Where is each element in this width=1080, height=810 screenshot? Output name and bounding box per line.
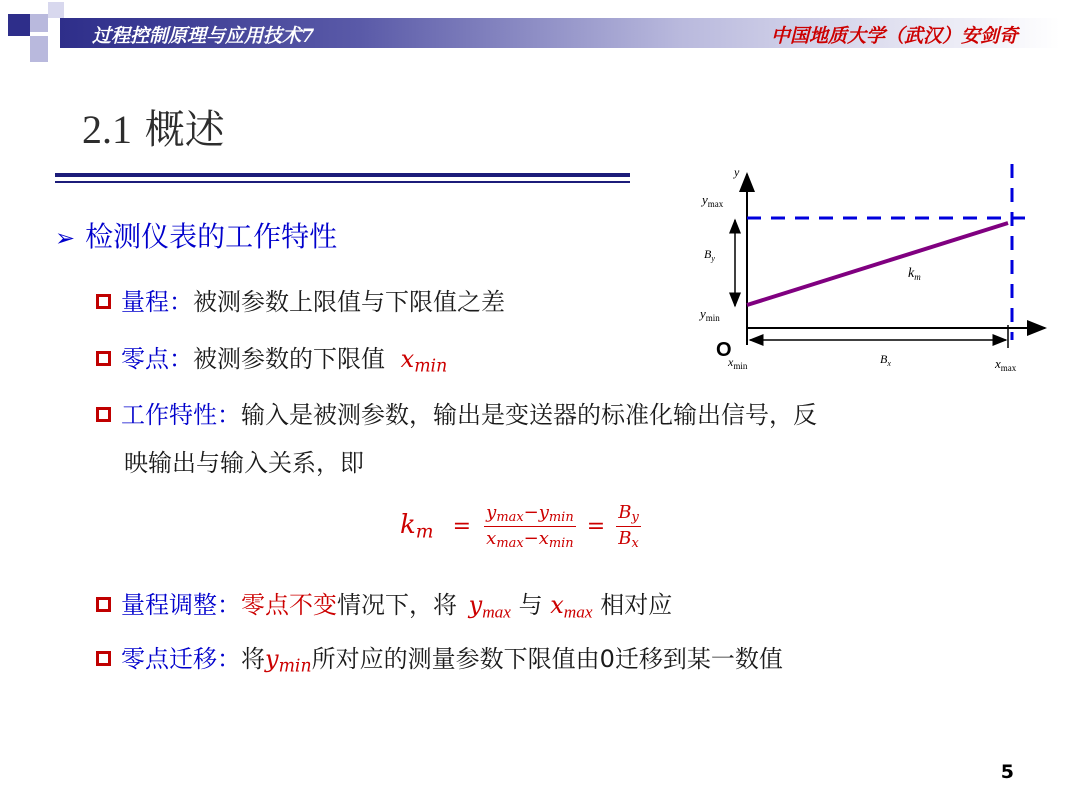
minus-2: − xyxy=(523,528,539,550)
author-name: 中国地质大学（武汉）安剑奇 xyxy=(770,25,1018,47)
item-zero-shift xyxy=(96,639,783,676)
checkbox-bullet-icon xyxy=(96,597,111,612)
formula-denominator-2 xyxy=(616,527,641,551)
item-range-adjust-desc2: 相对应 xyxy=(600,591,673,619)
checkbox-bullet-icon xyxy=(96,407,111,422)
bd: B xyxy=(618,528,632,550)
item-range-adjust xyxy=(96,585,672,622)
d1: x xyxy=(486,528,497,550)
item-characteristic-colon: ： xyxy=(217,401,241,429)
formula-fraction-2 xyxy=(616,502,641,551)
x-max-label: $x_{max}$ xyxy=(995,356,1017,373)
course-title: 过程控制原理与应用技术7 xyxy=(92,25,315,47)
formula-lhs-var: k xyxy=(400,510,416,541)
header-square-2 xyxy=(30,14,48,32)
formula-fraction-1 xyxy=(484,502,576,551)
n1s: max xyxy=(496,510,524,526)
formula-lhs-sub: m xyxy=(415,522,434,544)
formula-numerator-1 xyxy=(484,502,576,527)
item-range-adjust-desc1: 情况下，将 xyxy=(337,591,457,619)
minus-1: − xyxy=(523,502,539,523)
math-var: x xyxy=(400,345,415,373)
item-zero-math xyxy=(400,345,448,377)
math-sub: min xyxy=(414,356,448,377)
origin-label: O xyxy=(716,339,732,361)
x-min-label: $x_{min}$ xyxy=(728,355,748,371)
item-range-desc: 被测参数上限值与下限值之差 xyxy=(193,288,505,316)
n2s: min xyxy=(548,510,574,526)
item-zero-shift-term: 零点迁移 xyxy=(121,645,217,673)
item-characteristic-line2: 映输出与输入关系，即 xyxy=(124,449,364,477)
item-characteristic-term: 工作特性 xyxy=(121,401,217,429)
item-range-term: 量程 xyxy=(121,288,169,316)
item-zero-colon: ： xyxy=(169,345,193,373)
item-zero xyxy=(96,339,447,376)
zvs: min xyxy=(278,656,312,677)
item-zero-shift-var xyxy=(265,645,312,677)
formula-equals-1: = xyxy=(452,514,472,540)
title-underline-thin xyxy=(55,181,630,183)
slide-title-number: 2.1 xyxy=(82,107,132,152)
bn: B xyxy=(618,502,632,523)
checkbox-bullet-icon xyxy=(96,351,111,366)
item-range-adjust-colon: ： xyxy=(217,591,241,619)
v2s: max xyxy=(563,602,593,622)
formula-numerator-2 xyxy=(616,502,641,527)
formula-lhs xyxy=(400,510,434,544)
checkbox-bullet-icon xyxy=(96,651,111,666)
n1: y xyxy=(486,502,497,523)
item-characteristic-desc1: 输入是被测参数，输出是变送器的标准化输出信号，反 xyxy=(241,401,817,429)
section-heading-text: 检测仪表的工作特性 xyxy=(85,220,338,253)
header-square-4 xyxy=(48,2,64,18)
item-range xyxy=(96,282,505,317)
n2: y xyxy=(538,502,549,523)
formula-denominator-1 xyxy=(484,527,576,551)
by-label: $B_y$ xyxy=(704,247,715,263)
section-heading xyxy=(55,215,337,255)
bns: y xyxy=(631,510,639,526)
page-number: 5 xyxy=(1000,761,1014,783)
item-range-adjust-mid: 与 xyxy=(518,591,543,619)
bds: x xyxy=(631,536,639,552)
header-square-3 xyxy=(30,36,48,62)
km-label: $k_m$ xyxy=(908,266,921,282)
item-zero-shift-colon: ： xyxy=(217,645,241,673)
characteristic-graph xyxy=(690,160,1050,380)
y-max-label: $y_{max}$ xyxy=(702,192,724,209)
item-zero-term: 零点 xyxy=(121,345,169,373)
title-underline-thick xyxy=(55,173,630,177)
item-range-adjust-var2 xyxy=(550,591,593,622)
y-min-label: $y_{min}$ xyxy=(700,306,720,323)
slide-title xyxy=(82,98,225,155)
v1: y xyxy=(468,591,483,619)
characteristic-line xyxy=(747,223,1008,305)
formula xyxy=(400,502,641,551)
v1s: max xyxy=(482,602,511,622)
arrow-bullet-icon: ➢ xyxy=(55,224,76,252)
item-range-adjust-red: 零点不变 xyxy=(241,591,337,619)
d1s: max xyxy=(496,536,524,552)
item-range-colon: ： xyxy=(169,288,193,316)
item-range-adjust-term: 量程调整 xyxy=(121,591,217,619)
checkbox-bullet-icon xyxy=(96,294,111,309)
y-axis-label: y xyxy=(734,165,740,179)
formula-equals-2: = xyxy=(586,514,606,540)
slide-title-text: 概述 xyxy=(144,107,225,153)
header-square-1 xyxy=(8,14,30,36)
v2: x xyxy=(550,591,564,619)
d2: x xyxy=(538,528,549,550)
item-zero-desc: 被测参数的下限值 xyxy=(193,345,385,373)
zv: y xyxy=(265,645,279,673)
item-characteristic xyxy=(96,395,817,430)
item-zero-shift-desc2: 所对应的测量参数下限值由0迁移到某一数值 xyxy=(311,645,783,673)
item-range-adjust-var1 xyxy=(468,591,511,622)
item-zero-shift-desc1: 将 xyxy=(241,645,265,673)
bx-label: $B_x$ xyxy=(880,352,891,368)
d2s: min xyxy=(548,536,574,552)
